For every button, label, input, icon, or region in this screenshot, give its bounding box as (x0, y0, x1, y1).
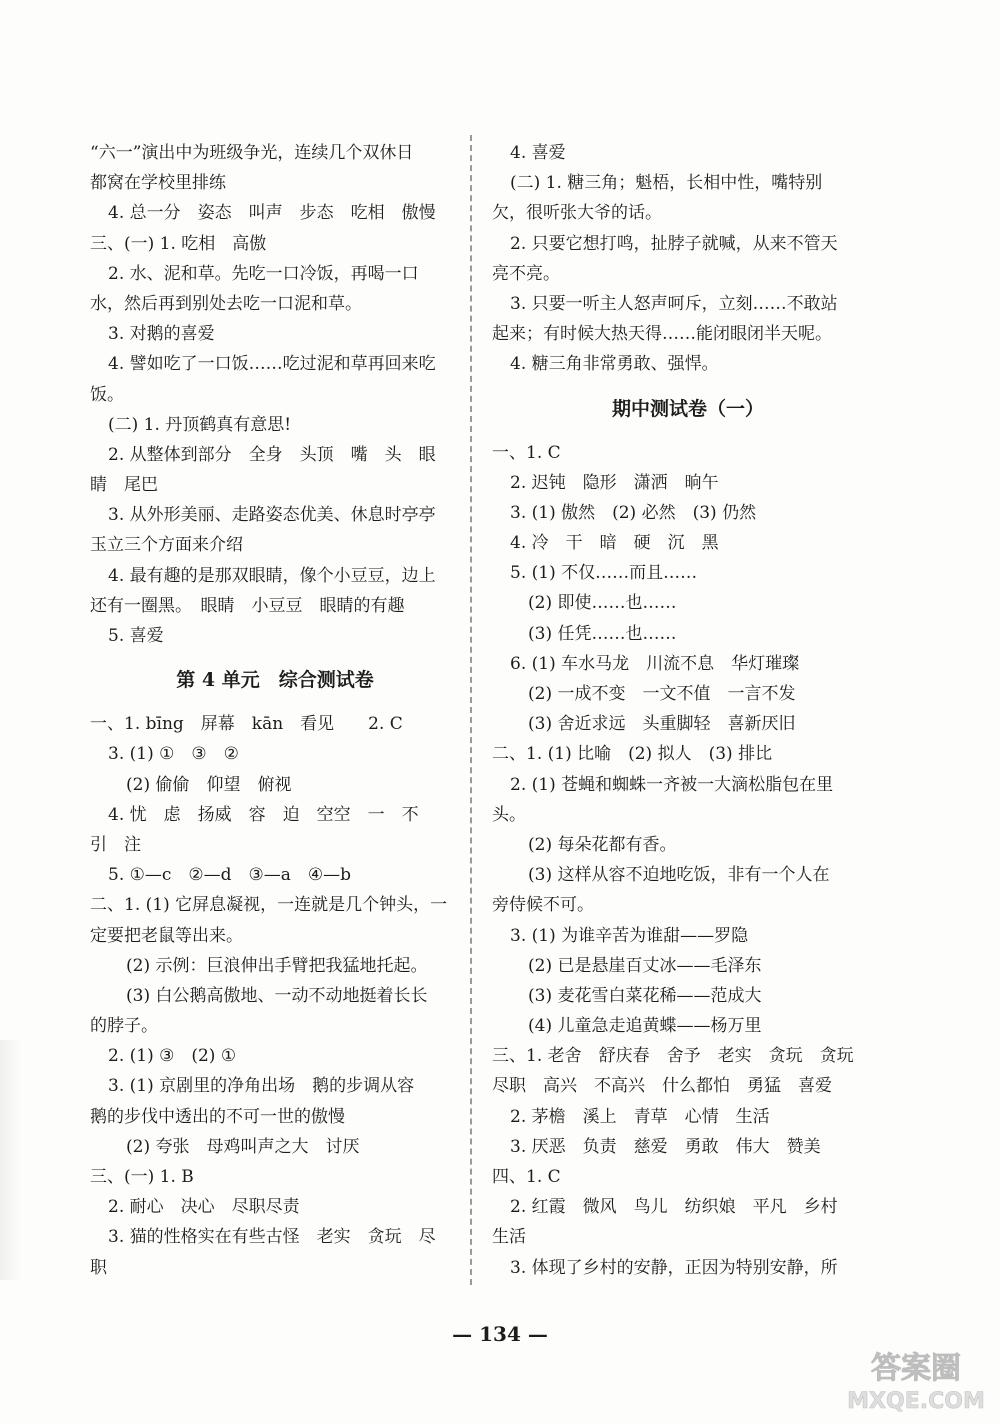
answer-line: 职 (90, 1257, 107, 1278)
answer-line: (2) 一成不变 一文不值 一言不发 (528, 684, 796, 704)
answer-line: “六一”演出中为班级争光，连续几个双休日 (90, 143, 414, 163)
answer-line: 2. 从整体到部分 全身 头顶 嘴 头 眼 (108, 444, 436, 465)
answer-line: 3. (1) 傲然 (2) 必然 (3) 仍然 (510, 502, 757, 523)
answer-line: 的脖子。 (90, 1016, 158, 1037)
answer-line: 三、(一) 1. B (90, 1167, 194, 1187)
answer-line: 饭。 (90, 384, 124, 405)
answer-line: 2. 只要它想打鸣，扯脖子就喊，从来不管天 (510, 233, 838, 254)
section-heading: 第 4 单元 综合测试卷 (176, 669, 374, 692)
answer-line: 生活 (492, 1227, 526, 1248)
answer-line: 2. (1) 苍蝇和蜘蛛一齐被一大滴松脂包在里 (510, 774, 834, 795)
answer-line: 3. 猫的性格实在有些古怪 老实 贪玩 尽 (108, 1227, 436, 1248)
answer-line: 睛 尾巴 (90, 475, 158, 496)
answer-line: 旁侍候不可。 (492, 895, 594, 916)
answer-line: 一、1. bīng 屏幕 kān 看见 2. C (90, 714, 403, 735)
answer-line: 3. (1) 为谁辛苦为谁甜——罗隐 (510, 925, 749, 946)
answer-line: 起来；有时候大热天得……能闭眼闭半天呢。 (492, 324, 832, 345)
answer-line: 4. 最有趣的是那双眼睛，像个小豆豆，边上 (108, 565, 436, 586)
answer-line: 3. (1) 京剧里的净角出场 鹅的步调从容 (108, 1076, 415, 1097)
answer-line: 定要把老鼠等出来。 (90, 925, 243, 946)
page-number: — 134 — (452, 1322, 548, 1346)
answer-line: 鹅的步伐中透出的不可一世的傲慢 (90, 1106, 345, 1127)
answer-line: 3. 对鹅的喜爱 (108, 324, 215, 345)
answer-line: 尽职 高兴 不高兴 什么都怕 勇猛 喜爱 (492, 1076, 832, 1097)
answer-line: 还有一圈黑。 眼睛 小豆豆 眼睛的有趣 (90, 595, 405, 616)
answer-line: 4. 忧 虑 扬威 容 迫 空空 一 不 (108, 804, 419, 825)
answer-line: 3. 从外形美丽、走路姿态优美、休息时亭亭 (108, 505, 436, 526)
answer-line: (2) 示例：巨浪伸出手臂把我猛地托起。 (126, 955, 428, 976)
answer-line: 2. 耐心 决心 尽职尽责 (108, 1197, 300, 1218)
section-heading: 期中测试卷（一） (611, 397, 764, 420)
answer-line: (2) 每朵花都有香。 (528, 834, 677, 855)
answer-line: 6. (1) 车水马龙 川流不息 华灯璀璨 (510, 653, 800, 674)
page-edge-shadow (0, 1040, 22, 1280)
answer-line: 四、1. C (492, 1167, 561, 1187)
left-column (90, 138, 460, 1283)
answer-line: 4. 喜爱 (510, 143, 566, 163)
answer-line: 3. 厌恶 负责 慈爱 勇敢 伟大 赞美 (510, 1136, 821, 1157)
answer-line: 5. ①—c ②—d ③—a ④—b (108, 865, 352, 886)
answer-line: 2. 水、泥和草。先吃一口冷饭，再喝一口 (108, 263, 419, 284)
answer-line: 5. (1) 不仅……而且…… (510, 563, 698, 584)
answer-line: 欠，很听张大爷的话。 (492, 203, 662, 224)
answer-line: 4. 譬如吃了一口饭……吃过泥和草再回来吃 (108, 354, 436, 375)
answer-line: (3) 这样从容不迫地吃饭，非有一个人在 (528, 865, 830, 886)
answer-line: 3. (1) ① ③ ② (108, 744, 239, 765)
answer-line: 2. (1) ③ (2) ① (108, 1046, 237, 1067)
answer-line: (3) 白公鹅高傲地、一动不动地挺着长长 (126, 985, 428, 1006)
svg-text:MXQE.COM: MXQE.COM (847, 1389, 985, 1414)
watermark-logo (846, 1344, 986, 1416)
answer-line: 水，然后再到别处去吃一口泥和草。 (90, 293, 362, 314)
answer-line: 2. 迟钝 隐形 潇洒 晌午 (510, 472, 719, 493)
answer-line: (二) 1. 丹顶鹤真有意思! (108, 414, 292, 435)
answer-line: 引 注 (90, 834, 141, 855)
answer-line: 5. 喜爱 (108, 626, 164, 646)
answer-line: (2) 即使……也…… (528, 593, 677, 614)
answer-line: (4) 儿童急走追黄蝶——杨万里 (528, 1016, 762, 1037)
answer-line: (3) 麦花雪白菜花稀——范成大 (528, 985, 762, 1006)
answer-line: 一、1. C (492, 442, 561, 463)
answer-line: 2. 红霞 微风 鸟儿 纺织娘 平凡 乡村 (510, 1197, 838, 1218)
answer-line: 4. 糖三角非常勇敢、强悍。 (510, 354, 719, 375)
answer-line: 玉立三个方面来介绍 (90, 535, 243, 556)
answer-line: 都窝在学校里排练 (90, 173, 226, 194)
answer-line: (2) 偷偷 仰望 俯视 (126, 774, 292, 795)
answer-line: 二、1. (1) 比喻 (2) 拟人 (3) 排比 (492, 744, 773, 765)
answer-line: 3. 体现了乡村的安静，正因为特别安静，所 (510, 1257, 838, 1278)
answer-line: 头。 (492, 804, 526, 825)
answer-line: 4. 冷 干 暗 硬 沉 黑 (510, 533, 719, 554)
right-column (492, 138, 884, 1283)
answer-line: 4. 总一分 姿态 叫声 步态 吃相 傲慢 (108, 203, 436, 224)
svg-text:答案圈: 答案圈 (871, 1351, 961, 1386)
answer-line: 3. 只要一听主人怒声呵斥，立刻……不敢站 (510, 293, 838, 314)
answer-line: (3) 任凭……也…… (528, 623, 677, 644)
answer-line: (2) 夸张 母鸡叫声之大 讨厌 (126, 1136, 360, 1157)
answer-line: 三、1. 老舍 舒庆春 舍予 老实 贪玩 贪玩 (492, 1046, 854, 1067)
answer-line: 二、1. (1) 它屏息凝视，一连就是几个钟头，一 (90, 895, 448, 916)
answer-line: (3) 舍近求远 头重脚轻 喜新厌旧 (528, 714, 796, 735)
answer-line: 2. 茅檐 溪上 青草 心情 生活 (510, 1106, 770, 1127)
answer-line: 三、(一) 1. 吃相 高傲 (90, 233, 267, 254)
answer-line: (二) 1. 糖三角；魁梧，长相中性，嘴特别 (510, 173, 823, 194)
column-divider (470, 135, 472, 1285)
answer-line: (2) 已是悬崖百丈冰——毛泽东 (528, 955, 762, 976)
answer-line: 亮不亮。 (492, 263, 560, 284)
